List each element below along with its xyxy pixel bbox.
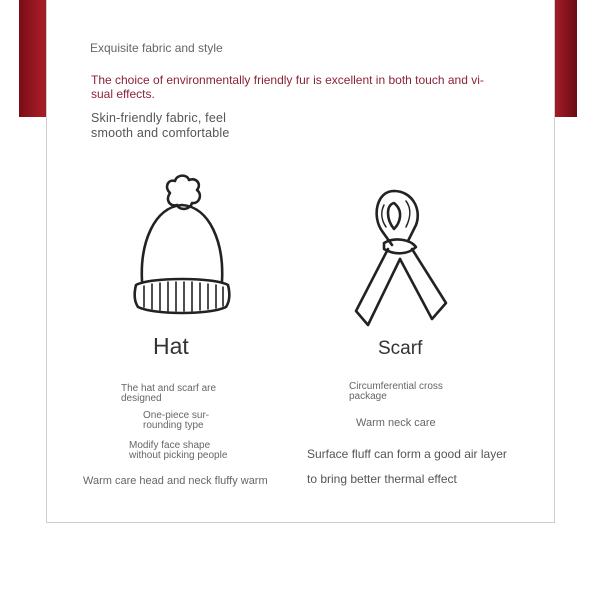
- scarf-label: Scarf: [378, 338, 423, 359]
- product-feature-card: [46, 0, 555, 523]
- hat-feature-one-piece: One-piece sur-rounding type: [143, 410, 210, 431]
- hat-feature-face-shape: Modify face shape without picking people: [129, 440, 228, 461]
- hat-label: Hat: [153, 333, 189, 359]
- scarf-feature-neck-care: Warm neck care: [356, 417, 436, 429]
- beanie-hat-icon: [130, 173, 234, 319]
- eco-fur-text: The choice of environmentally friendly fur is excellent in both touch and vi-sual effects.: [91, 73, 484, 101]
- fabric-heading: Exquisite fabric and style: [90, 41, 223, 55]
- scarf-feature-air-layer: Surface fluff can form a good air layer to bring better thermal effect: [307, 447, 507, 486]
- hat-feature-designed: The hat and scarf are designed: [121, 383, 217, 404]
- scarf-feature-cross-package: Circumferential cross package: [349, 381, 443, 402]
- scarf-icon: [354, 183, 450, 329]
- skin-friendly-text: Skin-friendly fabric, feel smooth and comfortable: [91, 111, 230, 140]
- hat-feature-warm-care: Warm care head and neck fluffy warm: [83, 475, 268, 487]
